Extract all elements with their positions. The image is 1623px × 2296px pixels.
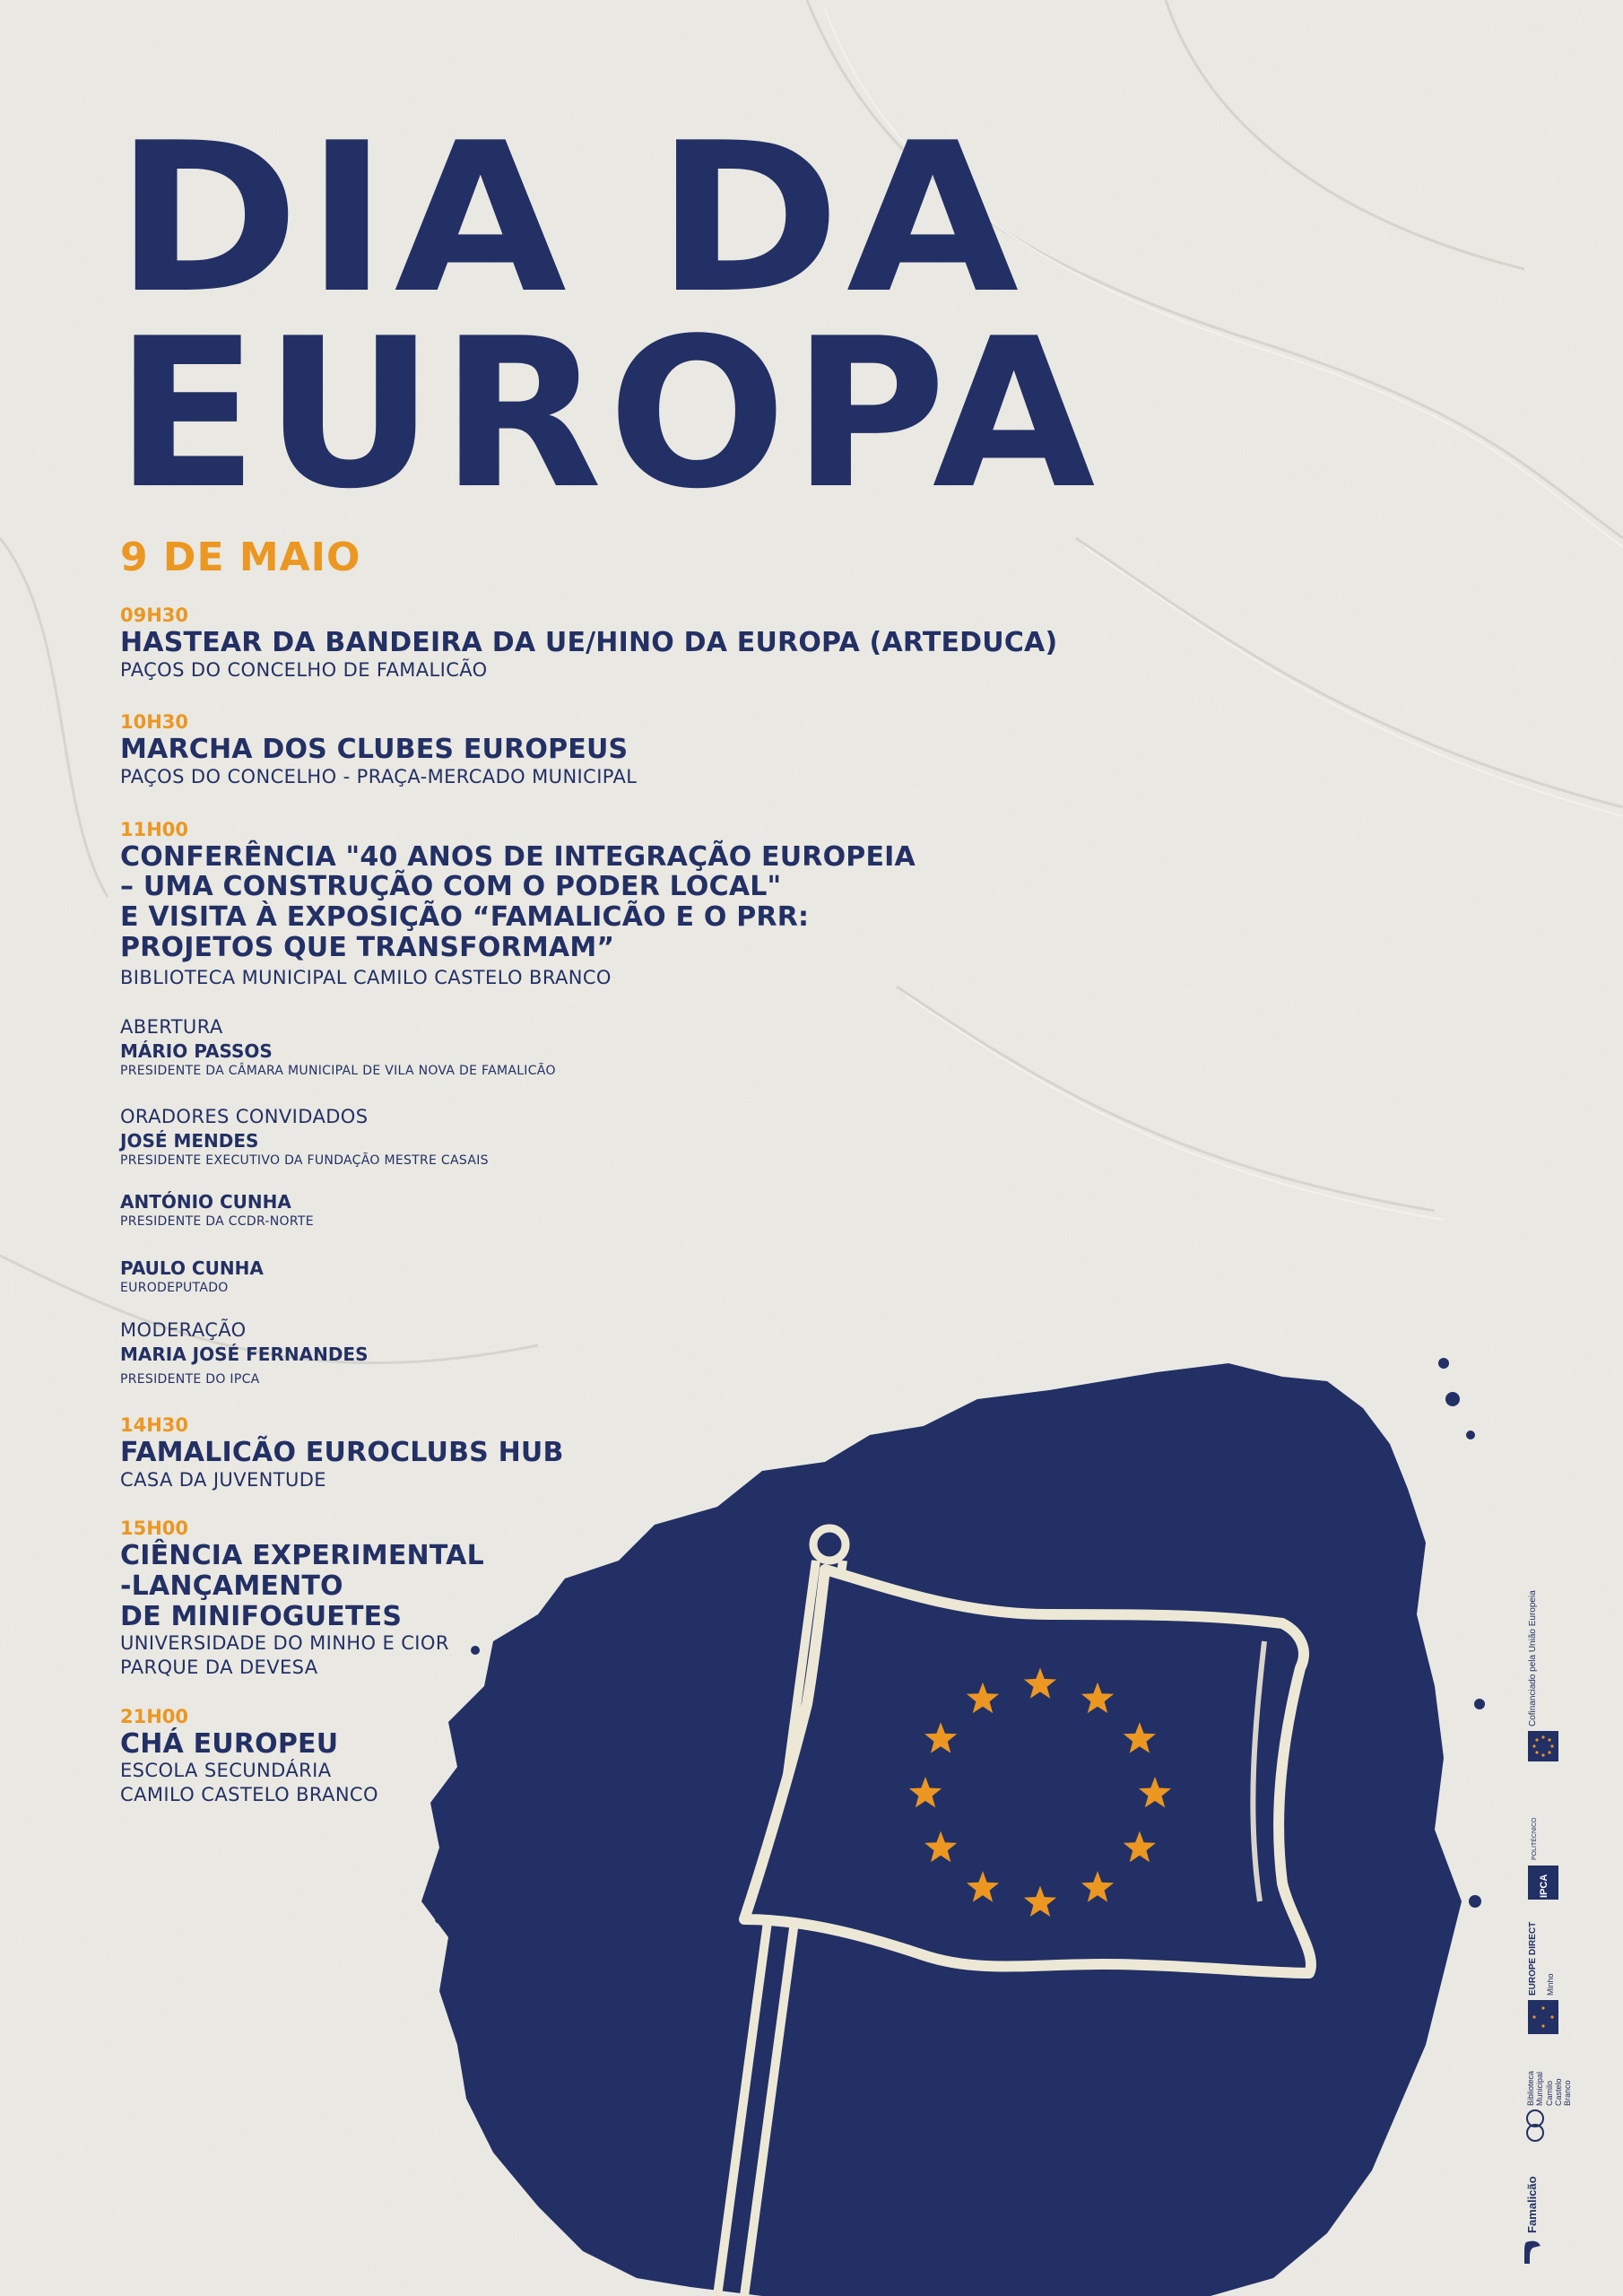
event-title-line: E VISITA À EXPOSIÇÃO “FAMALICÃO E O PRR: bbox=[120, 900, 810, 933]
event-location-line: CASA DA JUVENTUDE bbox=[120, 1468, 326, 1491]
ipca-logo bbox=[1515, 1803, 1569, 1901]
poster-title-line-1: DIA DA bbox=[115, 100, 1025, 339]
ipca-subtext: POLITÉCNICO bbox=[1532, 1817, 1538, 1860]
speaker-name: PAULO CUNHA bbox=[120, 1257, 264, 1279]
speaker-name: JOSÉ MENDES bbox=[120, 1130, 259, 1152]
event-location bbox=[120, 765, 1151, 789]
europe-direct-logo bbox=[1515, 1910, 1569, 2036]
event-location-line: ESCOLA SECUNDÁRIA bbox=[120, 1760, 332, 1782]
speaker-role: PRESIDENTE EXECUTIVO DA FUNDAÇÃO MESTRE CASAIS bbox=[120, 1153, 489, 1169]
flag-pole-finial bbox=[813, 1528, 846, 1561]
library-text: Biblioteca Municipal Camilo Castelo Branco bbox=[1526, 2070, 1573, 2106]
europe-direct-text: EUROPE DIRECT bbox=[1528, 1921, 1538, 1996]
program-item bbox=[120, 605, 1151, 682]
event-title bbox=[120, 628, 1151, 658]
event-time: 11H00 bbox=[120, 818, 189, 840]
eu-cofinanced-text: Cofinanciado pela União Europeia bbox=[1528, 1590, 1538, 1726]
event-location-line: UNIVERSIDADE DO MINHO E CIOR bbox=[120, 1632, 449, 1655]
event-title-line: -LANÇAMENTO bbox=[120, 1570, 343, 1603]
speaker-role: PRESIDENTE DA CCDR-NORTE bbox=[120, 1214, 314, 1230]
speaker-role: PRESIDENTE DA CÂMARA MUNICIPAL DE VILA NOVA DE FAMALICÃO bbox=[120, 1064, 556, 1079]
speaker-name: MÁRIO PASSOS bbox=[120, 1040, 273, 1063]
famalicao-text: Famalicão bbox=[1525, 2176, 1539, 2233]
speakers-label: ORADORES CONVIDADOS bbox=[120, 1105, 369, 1127]
famalicao-mark-icon bbox=[1523, 2239, 1544, 2266]
flag-cloth bbox=[744, 1570, 1311, 1973]
speaker-name: MARIA JOSÉ FERNANDES bbox=[120, 1344, 369, 1366]
program-item bbox=[120, 712, 1151, 788]
event-title-line: CHÁ EUROPEU bbox=[120, 1727, 339, 1760]
ipca-text: IPCA bbox=[1539, 1874, 1549, 1898]
event-date: 9 DE MAIO bbox=[120, 535, 361, 580]
event-title-line: PROJETOS QUE TRANSFORMAM” bbox=[120, 931, 615, 963]
eu-flag-icon bbox=[1528, 2000, 1558, 2034]
event-title-line: FAMALICÃO EUROCLUBS HUB bbox=[120, 1437, 564, 1469]
event-title-line: MARCHA DOS CLUBES EUROPEUS bbox=[120, 734, 629, 766]
event-title-line: CONFERÊNCIA "40 ANOS DE INTEGRAÇÃO EUROPEIA bbox=[120, 840, 916, 873]
library-logo bbox=[1515, 2054, 1573, 2152]
partner-logos bbox=[1515, 1590, 1573, 2269]
event-time: 15H00 bbox=[120, 1518, 189, 1540]
eu-flag-icon bbox=[1528, 1731, 1558, 1761]
eu-cofinanced-logo bbox=[1515, 1590, 1569, 1767]
event-location-line: PAÇOS DO CONCELHO - PRAÇA-MERCADO MUNICIPAL bbox=[120, 766, 638, 788]
event-location-line: PAÇOS DO CONCELHO DE FAMALICÃO bbox=[120, 658, 488, 681]
event-title-line: CIÊNCIA EXPERIMENTAL bbox=[120, 1540, 484, 1572]
famalicao-logo bbox=[1515, 2170, 1569, 2269]
event-title-line: HASTEAR DA BANDEIRA DA UE/HINO DA EUROPA (ARTEDUCA) bbox=[120, 627, 1058, 659]
event-location bbox=[120, 966, 1151, 990]
program-item bbox=[120, 820, 1151, 990]
poster-title-line-2: EUROPA bbox=[115, 295, 1101, 535]
eu-flag-illustration bbox=[421, 1345, 1497, 2296]
speaker-name: ANTÓNIO CUNHA bbox=[120, 1191, 291, 1213]
event-location-line: BIBLIOTECA MUNICIPAL CAMILO CASTELO BRANCO bbox=[120, 967, 612, 989]
event-title-line: DE MINIFOGUETES bbox=[120, 1600, 403, 1632]
speaker-role: PRESIDENTE DO IPCA bbox=[120, 1372, 260, 1387]
conference-speakers bbox=[120, 1015, 1151, 1388]
event-time: 21H00 bbox=[120, 1705, 189, 1727]
europe-direct-region: Minho bbox=[1546, 1973, 1555, 1996]
library-rings-icon bbox=[1524, 2108, 1551, 2144]
speaker-role: EURODEPUTADO bbox=[120, 1280, 229, 1295]
event-location bbox=[120, 658, 1151, 683]
event-location-line: PARQUE DA DEVESA bbox=[120, 1656, 318, 1678]
event-time: 14H30 bbox=[120, 1414, 189, 1437]
event-title bbox=[120, 842, 1151, 962]
event-time: 09H30 bbox=[120, 604, 189, 626]
event-time: 10H30 bbox=[120, 711, 189, 734]
moderation-label: MODERAÇÃO bbox=[120, 1318, 247, 1341]
event-location-line: CAMILO CASTELO BRANCO bbox=[120, 1783, 378, 1805]
event-title bbox=[120, 735, 1151, 765]
event-title-line: – UMA CONSTRUÇÃO COM O PODER LOCAL" bbox=[120, 871, 782, 903]
opening-label: ABERTURA bbox=[120, 1015, 223, 1038]
